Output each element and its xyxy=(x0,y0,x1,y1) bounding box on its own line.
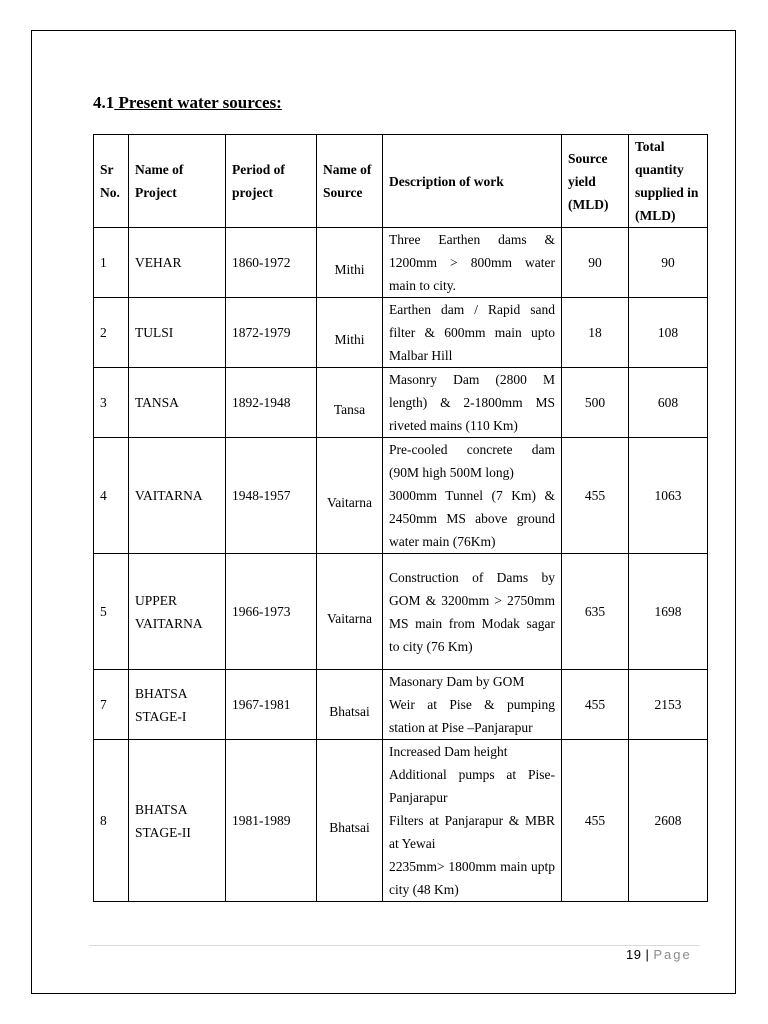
cell-source xyxy=(317,228,383,298)
cell-sr: 4 xyxy=(94,438,129,554)
section-number: 4.1 xyxy=(93,93,115,112)
description-line: Masonary Dam by GOM xyxy=(389,674,525,689)
cell-description xyxy=(383,438,562,554)
cell-source xyxy=(317,554,383,670)
cell-yield: 90 xyxy=(562,228,629,298)
table-row xyxy=(94,554,708,670)
description-line: Earthen dam / Rapid sand filter & 600mm main upto Malbar Hill xyxy=(389,302,555,363)
table-row xyxy=(94,228,708,298)
cell-yield: 18 xyxy=(562,298,629,368)
cell-total: 608 xyxy=(629,368,708,438)
cell-sr: 2 xyxy=(94,298,129,368)
cell-description xyxy=(383,228,562,298)
cell-total: 2153 xyxy=(629,670,708,740)
description-line: Pre-cooled concrete dam (90M high 500M long) xyxy=(389,442,555,480)
table-header-row xyxy=(94,135,708,228)
table-body xyxy=(94,228,708,902)
description-line: Filters at Panjarapur & MBR at Yewai xyxy=(389,813,555,851)
cell-period: 1860-1972 xyxy=(226,228,317,298)
source-name: Mithi xyxy=(334,262,365,277)
cell-project: TANSA xyxy=(129,368,226,438)
cell-project: TULSI xyxy=(129,298,226,368)
cell-yield: 500 xyxy=(562,368,629,438)
cell-sr: 1 xyxy=(94,228,129,298)
cell-source xyxy=(317,740,383,902)
table-row xyxy=(94,438,708,554)
description-line: Three Earthen dams & 1200mm > 800mm water main to city. xyxy=(389,232,555,293)
cell-project: VEHAR xyxy=(129,228,226,298)
cell-description xyxy=(383,368,562,438)
cell-project: VAITARNA xyxy=(129,438,226,554)
water-sources-table xyxy=(93,134,708,902)
header-yield: Source yield (MLD) xyxy=(562,135,629,228)
cell-total: 1063 xyxy=(629,438,708,554)
cell-sr: 8 xyxy=(94,740,129,902)
cell-period: 1966-1973 xyxy=(226,554,317,670)
table-row xyxy=(94,670,708,740)
description-line: Masonry Dam (2800 M length) & 2-1800mm MS riveted mains (110 Km) xyxy=(389,372,555,433)
cell-total: 90 xyxy=(629,228,708,298)
cell-yield: 635 xyxy=(562,554,629,670)
cell-yield: 455 xyxy=(562,670,629,740)
source-name: Vaitarna xyxy=(327,611,372,626)
cell-total: 1698 xyxy=(629,554,708,670)
header-description: Description of work xyxy=(383,135,562,228)
cell-sr: 3 xyxy=(94,368,129,438)
cell-period: 1967-1981 xyxy=(226,670,317,740)
header-sr: Sr No. xyxy=(94,135,129,228)
footer-divider xyxy=(89,945,699,946)
description-line: 2235mm> 1800mm main uptp city (48 Km) xyxy=(389,859,555,897)
cell-period: 1892-1948 xyxy=(226,368,317,438)
cell-source xyxy=(317,368,383,438)
cell-period: 1872-1979 xyxy=(226,298,317,368)
cell-yield: 455 xyxy=(562,740,629,902)
cell-sr: 7 xyxy=(94,670,129,740)
table-row xyxy=(94,298,708,368)
cell-total: 108 xyxy=(629,298,708,368)
cell-description xyxy=(383,554,562,670)
page-separator: | xyxy=(645,947,650,962)
source-name: Tansa xyxy=(333,402,366,417)
cell-period: 1948-1957 xyxy=(226,438,317,554)
header-period: Period of project xyxy=(226,135,317,228)
cell-sr: 5 xyxy=(94,554,129,670)
cell-yield: 455 xyxy=(562,438,629,554)
cell-source xyxy=(317,670,383,740)
cell-description xyxy=(383,740,562,902)
source-name: Mithi xyxy=(334,332,365,347)
cell-source xyxy=(317,438,383,554)
cell-description xyxy=(383,670,562,740)
cell-project: UPPER VAITARNA xyxy=(129,554,226,670)
section-heading xyxy=(93,93,282,113)
cell-source xyxy=(317,298,383,368)
header-source: Name of Source xyxy=(317,135,383,228)
source-name: Bhatsai xyxy=(329,820,370,835)
table-row xyxy=(94,740,708,902)
cell-total: 2608 xyxy=(629,740,708,902)
description-line: Increased Dam height xyxy=(389,744,508,759)
description-line: 3000mm Tunnel (7 Km) & 2450mm MS above ground water main (76Km) xyxy=(389,488,555,549)
page-label: Page xyxy=(653,947,692,962)
header-project: Name of Project xyxy=(129,135,226,228)
page-number: 19 xyxy=(626,947,642,962)
header-total: Total quantity supplied in (MLD) xyxy=(629,135,708,228)
description-line: Construction of Dams by GOM & 3200mm > 2750mm MS main from Modak sagar to city (76 Km) xyxy=(389,569,555,654)
table-row xyxy=(94,368,708,438)
description-line: Weir at Pise & pumping station at Pise –Panjarapur xyxy=(389,697,555,735)
cell-project: BHATSA STAGE-I xyxy=(129,670,226,740)
cell-period: 1981-1989 xyxy=(226,740,317,902)
page-footer xyxy=(626,947,692,962)
source-name: Vaitarna xyxy=(327,495,372,510)
description-line: Additional pumps at Pise-Panjarapur xyxy=(389,767,555,805)
cell-description xyxy=(383,298,562,368)
cell-project: BHATSA STAGE-II xyxy=(129,740,226,902)
source-name: Bhatsai xyxy=(329,704,370,719)
section-title: Present water sources: xyxy=(118,93,282,112)
